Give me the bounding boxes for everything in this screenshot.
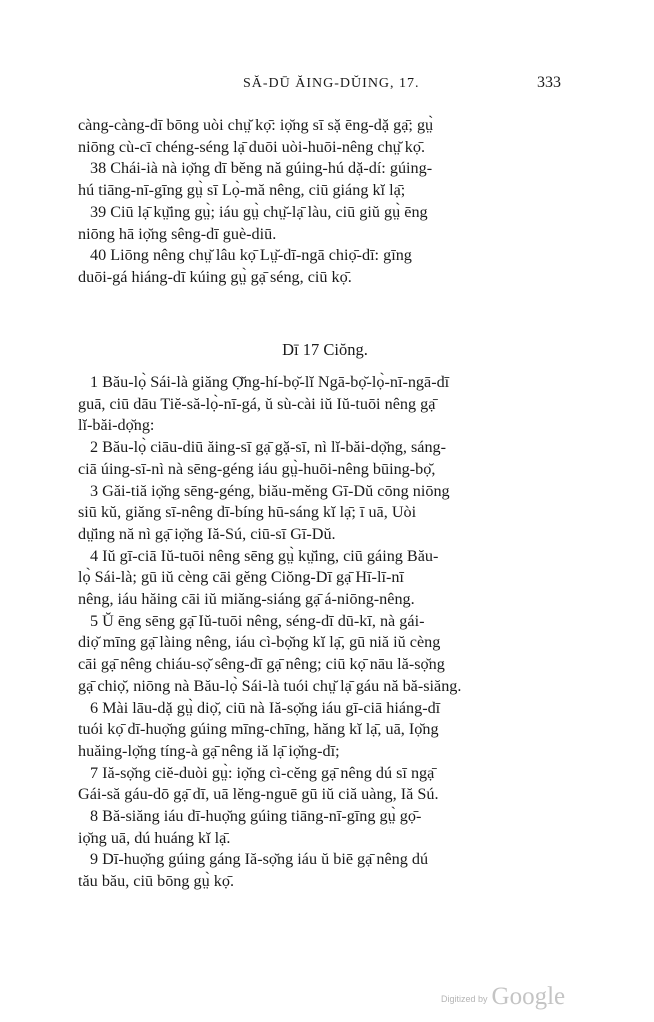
text-line: iọ̆ng uā, dú huáng kĭ lạ̄. <box>78 828 231 847</box>
text-line: guā, ciū dāu Tiĕ-să-lọ̀-nī-gá, ŭ sù-cài iŭ Iŭ-tuōi nêng gạ̄ <box>78 394 436 413</box>
verse-5-line: 5 Ŭ ēng sēng gạ̄ Iŭ-tuōi nêng, séng-dī dū-kī, nà gái- <box>90 611 425 630</box>
text-line: tău bău, ciū bōng gṳ̀ kọ̄. <box>78 872 235 891</box>
verse-7-line: 7 Iă-sọ̆ng ciĕ-duòi gṳ̀: iọ̆ng cì-cĕng gạ̄ nêng dú sī ngạ̄ <box>90 763 435 782</box>
text-line: dṳ̆ing nă nì gạ̄ iọ̆ng Iă-Sú, ciū-sī Gī-Dŭ. <box>78 524 336 543</box>
text-line: niōng cù-cī chéng-séng lạ̄ duōi uòi-huōi-nêng chṳ̆ kọ̄. <box>78 137 426 156</box>
text-line: duōi-gá hiáng-dī kúing gṳ̀ gạ̄ séng, ciū kọ̄. <box>78 267 352 286</box>
text-line: tuói kọ̄ dī-huọ̆ng gúing mīng-chīng, hăng kĭ lạ̄, uā, Iọ̆ng <box>78 720 439 739</box>
chapter-heading <box>0 340 654 360</box>
text-line: ciā úing-sī-nì nà sēng-géng iáu gṳ̀-huōi-nêng būing-bọ̆, <box>78 459 436 478</box>
text-line: lĭ-băi-dọ̆ng: <box>78 416 155 435</box>
verse-6-line: 6 Mài lāu-dặ gṳ̀ diọ̆, ciū nà Iă-sọ̆ng iáu gī-ciā hiáng-dī <box>90 698 441 717</box>
text-line: hú tiāng-nī-gīng gṳ̀ sī Lọ̀-mă nêng, ciū giáng kĭ lạ̄; <box>78 181 406 200</box>
verse-39-line: 39 Ciū lạ̄ kṳ̆ing gṳ̀; iáu gṳ̀ chṳ̆-lạ̄ làu, ciū giŭ gṳ̀ ēng <box>90 202 428 221</box>
chapter-17-text <box>78 372 578 893</box>
page-number: 333 <box>537 74 561 91</box>
text-line: gạ̄ chiọ̆, niōng nà Bău-lọ̀ Sái-là tuói chṳ̆ lạ̄ gáu nă bă-siăng. <box>78 676 462 695</box>
verse-8-line: 8 Bă-siăng iáu dī-huọ̆ng gúing tiāng-nī-gīng gṳ̀ gọ̄- <box>90 807 422 826</box>
verse-38-line: 38 Chái-ià nà iọ̆ng dī bĕng nă gúing-hú dặ-dí: gúing- <box>90 159 433 178</box>
verse-3-line: 3 Găi-tiă iọ̆ng sēng-géng, biău-mĕng Gī-Dŭ cōng niōng <box>90 481 450 500</box>
digitized-by-google-watermark <box>441 983 565 1011</box>
text-line: Gái-să gáu-dō gạ̄ dī, uā lĕng-nguē gū iŭ ciă uàng, Iă Sú. <box>78 785 439 804</box>
text-line: cāi gạ̄ nêng chiáu-sọ̆ sêng-dī gạ̄ nêng; ciū kọ̄ nāu lă-sọ̆ng <box>78 655 445 674</box>
text-line: niōng hā iọ̆ng sêng-dī guè-diū. <box>78 224 277 243</box>
text-line: nêng, iáu hăing cāi iŭ miăng-siáng gạ̄ á-niōng-nêng. <box>78 590 415 609</box>
text-line: diọ̆ mīng gạ̄ làing nêng, iáu cì-bọ̆ng kĭ lạ̄, gū niă iŭ cèng <box>78 633 441 652</box>
previous-chapter-ending <box>78 115 578 289</box>
running-title: SĂ-DŪ ĂING-DŬING, 17. <box>243 76 420 91</box>
text-line: càng-càng-dī bōng uòi chṳ̆ kọ̄: iọ̆ng sī sặ ēng-dặ gạ̄; gṳ̀ <box>78 116 434 134</box>
text-line: lọ̀ Sái-là; gū iŭ cèng cāi gĕng Ciŏng-Dī gạ̄ Hī-lī-nī <box>78 568 404 587</box>
verse-9-line: 9 Dī-huọ̆ng gúing gáng Iă-sọ̆ng iáu ŭ biē gạ̄ nêng dú <box>90 850 429 869</box>
text-line: siū kŭ, giăng sī-nêng dī-bíng hū-sáng kĭ lạ̄; ī uā, Uòi <box>78 503 417 522</box>
chapter-title: Dī 17 Ciŏng. <box>282 340 368 359</box>
text-line: huăing-lọ̆ng tíng-à gạ̄ nêng iă lạ̄ iọ̆ng-dī; <box>78 741 340 760</box>
verse-4-line: 4 Iŭ gī-ciā Iŭ-tuōi nêng sēng gṳ̀ kṳ̆ing, ciū gáing Bău- <box>90 546 439 565</box>
verse-40-line: 40 Liōng nêng chṳ̆ lâu kọ̄ Lṳ̆-dī-ngā chiọ̄-dī: gīng <box>90 246 412 265</box>
watermark-prefix: Digitized by <box>441 994 488 1004</box>
verse-1-line: 1 Bău-lọ̀ Sái-là giăng Ọ̆ng-hí-bọ̆-lĭ Ngā-bọ̆-lọ̀-nī-ngā-dī <box>90 373 450 391</box>
verse-2-line: 2 Bău-lọ̀ ciāu-diū ăing-sī gạ̄ gặ-sī, nì lĭ-băi-dọ̆ng, sáng- <box>90 438 447 457</box>
google-logo: Google <box>491 983 566 1010</box>
